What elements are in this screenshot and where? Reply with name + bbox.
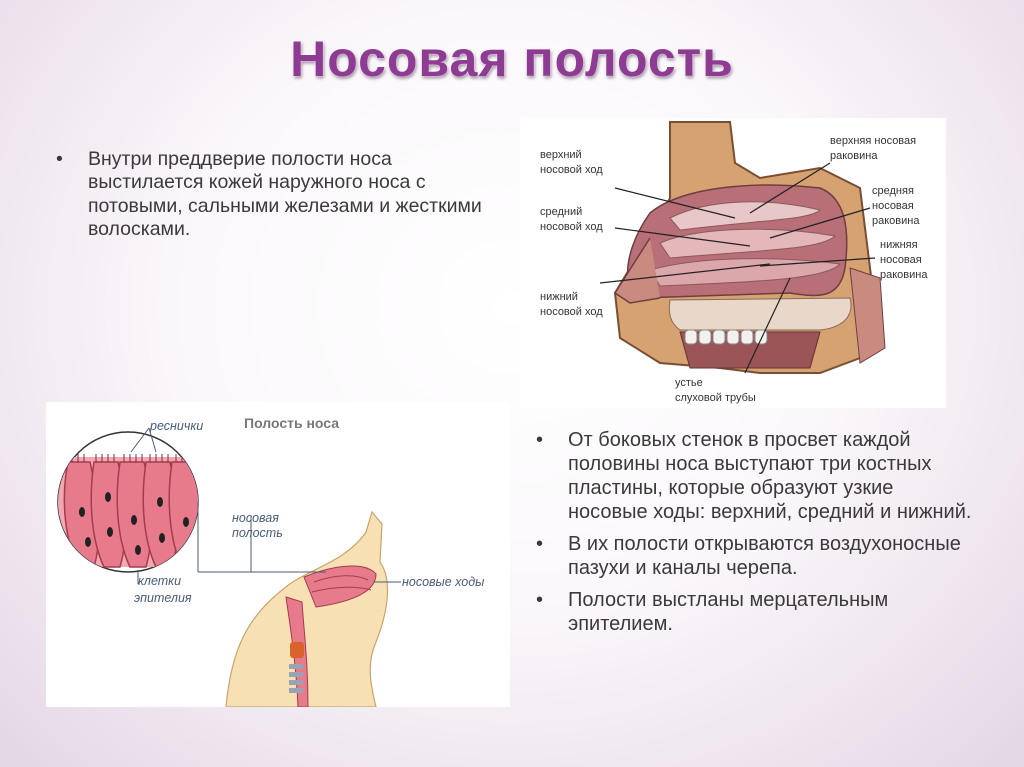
label-lower-passage-2: носовой ход [540,306,603,318]
slide-title: Носовая полость [290,31,734,87]
label-middle-concha: средняя [872,185,914,197]
label-cavity: носовая [232,511,279,525]
main-bullet-list [528,428,978,644]
nasal-cavity-section-diagram [520,118,946,408]
label-cavity-2: полость [232,526,283,540]
palate-shape [669,298,851,330]
bullet-text: Полости выстланы мерцательным эпителием. [568,589,889,635]
label-lower-passage: нижний [540,291,578,303]
label-middle-concha-2: носовая [872,200,914,212]
diagram-heading: Полость носа [244,415,340,431]
bullet-text: В их полости открываются воздухоносные пазухи и каналы черепа. [568,533,961,579]
label-cells-2: эпителия [134,591,192,605]
label-cells: клетки [138,574,182,588]
bullet-item [528,532,978,580]
bullet-text: От боковых стенок в просвет каждой половины носа выступают три костных пластины, которые образуют узкие носовые ходы: верхний, средний и нижний. [568,429,972,523]
label-upper-passage-2: носовой ход [540,164,603,176]
bullet-marker: • [536,533,544,555]
label-passages: носовые ходы [402,575,485,589]
label-lower-concha: нижняя [880,239,918,251]
bullet-marker: • [536,589,544,611]
intro-bullet-list [48,148,488,242]
label-lower-concha-2: носовая [880,254,922,266]
label-upper-concha: верхняя носовая [830,135,917,147]
bullet-item [48,148,488,242]
bullet-item [528,588,978,636]
label-tube-2: слуховой трубы [675,392,756,404]
bullet-text: Внутри преддверие полости носа выстилается кожей наружного носа с потовыми, сальными железами и жесткими волосками. [88,148,482,241]
bullet-marker: • [56,148,63,170]
label-tube: устье [675,377,703,389]
head-profile [226,512,388,707]
bullet-marker: • [536,429,544,451]
label-middle-passage-2: носовой ход [540,221,603,233]
label-lower-concha-3: раковина [880,269,928,281]
label-upper-concha-2: раковина [830,150,878,162]
epithelium-diagram [46,402,510,707]
label-cilia: реснички [150,419,204,433]
label-middle-passage: средний [540,206,583,218]
label-upper-passage: верхний [540,149,582,161]
epithelial-cells [56,454,206,567]
label-middle-concha-3: раковина [872,215,920,227]
bullet-item [528,428,978,524]
